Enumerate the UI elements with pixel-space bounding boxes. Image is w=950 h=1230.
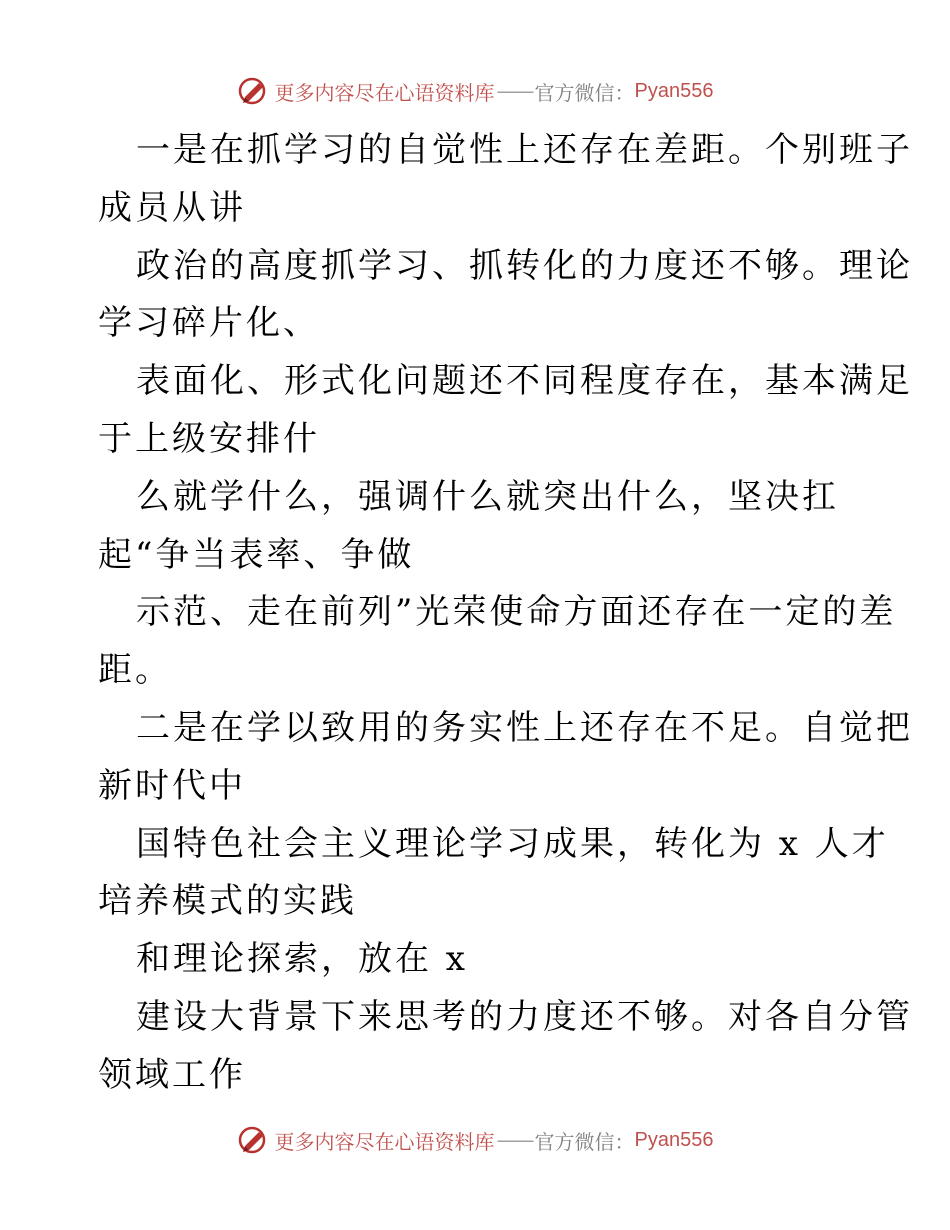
text-line: 表面化、形式化问题还不同程度存在，基本满足 [136,361,913,402]
text-line: 国特色社会主义理论学习成果，转化为 x 人才 [136,823,889,864]
text-line: 建设大背景下来思考的力度还不够。对各自分管 [136,996,913,1037]
banner-dash: —— [496,79,533,103]
text-line: 政治的高度抓学习、抓转化的力度还不够。理论 [136,245,913,286]
text-line: 二是在学以致用的务实性上还存在不足。自觉把 [136,707,913,748]
document-body [98,122,913,1105]
text-line: 一是在抓学习的自觉性上还存在差距。个别班子 [136,130,913,170]
banner-wechat-label: 官方微信： [534,1129,635,1154]
text-line: 培养模式的实践 [98,881,357,922]
footer-watermark-banner [0,1120,950,1160]
text-line: 距。 [98,650,172,691]
banner-account: Pyan556 [634,79,714,102]
text-line: 和理论探索，放在 x [136,939,468,980]
text-line: 示范、走在前列”光荣使命方面还存在一定的差 [136,592,897,633]
banner-main-text: 更多内容尽在心语资料库 [274,1129,495,1154]
banner-account: Pyan556 [634,1128,714,1151]
header-watermark-banner [0,71,950,111]
text-line: 成员从讲 [98,187,246,228]
banner-main-text: 更多内容尽在心语资料库 [274,80,495,105]
text-line: 于上级安排什 [98,418,320,459]
text-line: 么就学什么，强调什么就突出什么，坚决扛 [136,476,839,517]
text-line: 新时代中 [98,765,246,806]
text-line: 学习碎片化、 [98,303,320,344]
text-line: 起“争当表率、争做 [98,534,415,575]
pen-logo-icon [237,75,269,107]
text-line: 领域工作 [98,1054,246,1095]
banner-dash: —— [496,1128,533,1152]
pen-logo-icon [237,1124,269,1156]
banner-wechat-label: 官方微信： [534,80,635,105]
